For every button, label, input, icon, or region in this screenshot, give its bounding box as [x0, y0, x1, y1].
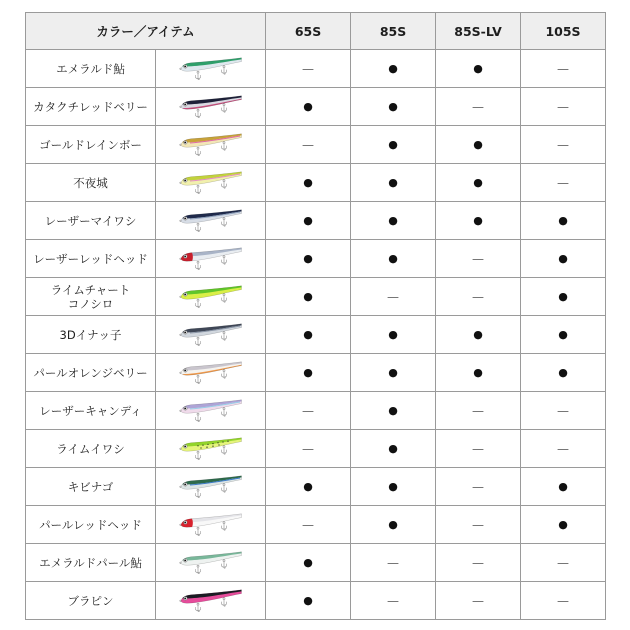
availability-85s-lv: — [436, 430, 521, 468]
availability-105s: — [521, 126, 606, 164]
color-name: レーザーマイワシ [26, 202, 156, 240]
header-size-65s: 65S [266, 13, 351, 50]
lure-image-cell [156, 430, 266, 468]
lure-image-cell [156, 468, 266, 506]
table-row [26, 354, 606, 392]
availability-85s: ● [351, 354, 436, 392]
lure-image-cell [156, 544, 266, 582]
color-name: エメラルドパール鮎 [26, 544, 156, 582]
lure-image [179, 284, 243, 310]
lure-image-cell [156, 202, 266, 240]
availability-65s: — [266, 506, 351, 544]
lure-image-cell [156, 392, 266, 430]
availability-85s: ● [351, 50, 436, 88]
availability-105s: — [521, 544, 606, 582]
availability-85s: ● [351, 430, 436, 468]
lure-image [179, 132, 243, 158]
availability-85s-lv: — [436, 88, 521, 126]
lure-image [179, 398, 243, 424]
availability-105s: ● [521, 240, 606, 278]
availability-65s: ● [266, 544, 351, 582]
color-name: キビナゴ [26, 468, 156, 506]
availability-85s: ● [351, 316, 436, 354]
availability-65s: — [266, 392, 351, 430]
availability-105s: — [521, 164, 606, 202]
lure-image-cell [156, 582, 266, 620]
table-row [26, 582, 606, 620]
color-name: レーザーレッドヘッド [26, 240, 156, 278]
availability-65s: ● [266, 88, 351, 126]
lure-image [179, 474, 243, 500]
availability-65s: — [266, 50, 351, 88]
availability-85s: — [351, 544, 436, 582]
availability-85s: ● [351, 392, 436, 430]
lure-image-cell [156, 316, 266, 354]
color-name: ブラピン [26, 582, 156, 620]
availability-65s: — [266, 430, 351, 468]
lure-image [179, 436, 243, 462]
availability-85s-lv: — [436, 240, 521, 278]
lure-image-cell [156, 164, 266, 202]
availability-85s: ● [351, 164, 436, 202]
availability-105s: ● [521, 354, 606, 392]
color-name: レーザーキャンディ [26, 392, 156, 430]
availability-85s-lv: ● [436, 202, 521, 240]
lure-image [179, 246, 243, 272]
table-row [26, 506, 606, 544]
availability-65s: ● [266, 278, 351, 316]
availability-105s: ● [521, 202, 606, 240]
lure-image-cell [156, 88, 266, 126]
lure-image-cell [156, 240, 266, 278]
color-name: ゴールドレインボー [26, 126, 156, 164]
color-name: カタクチレッドベリー [26, 88, 156, 126]
header-size-105s: 105S [521, 13, 606, 50]
availability-105s: — [521, 88, 606, 126]
availability-105s: ● [521, 316, 606, 354]
lure-image [179, 550, 243, 576]
lure-image-cell [156, 506, 266, 544]
availability-65s: — [266, 126, 351, 164]
availability-105s: — [521, 50, 606, 88]
lure-image-cell [156, 354, 266, 392]
table-row [26, 240, 606, 278]
availability-85s: ● [351, 202, 436, 240]
lure-image [179, 208, 243, 234]
lure-image [179, 56, 243, 82]
availability-85s-lv: — [436, 392, 521, 430]
availability-85s-lv: ● [436, 354, 521, 392]
availability-85s-lv: ● [436, 316, 521, 354]
availability-85s-lv: — [436, 468, 521, 506]
availability-105s: — [521, 430, 606, 468]
availability-85s: ● [351, 468, 436, 506]
availability-65s: ● [266, 468, 351, 506]
color-name: 3Dイナッ子 [26, 316, 156, 354]
availability-105s: — [521, 582, 606, 620]
table-row [26, 88, 606, 126]
availability-65s: ● [266, 316, 351, 354]
availability-85s: ● [351, 506, 436, 544]
color-lineup-table [25, 12, 606, 620]
availability-85s-lv: — [436, 544, 521, 582]
lure-image [179, 588, 243, 614]
lure-image [179, 512, 243, 538]
table-row [26, 278, 606, 316]
lure-image [179, 322, 243, 348]
color-name: パールオレンジベリー [26, 354, 156, 392]
availability-85s-lv: ● [436, 164, 521, 202]
availability-85s-lv: — [436, 278, 521, 316]
color-name: エメラルド鮎 [26, 50, 156, 88]
availability-105s: ● [521, 506, 606, 544]
availability-105s: — [521, 392, 606, 430]
color-name: ライムチャート コノシロ [26, 278, 156, 316]
color-name: 不夜城 [26, 164, 156, 202]
availability-85s: ● [351, 126, 436, 164]
availability-85s-lv: ● [436, 50, 521, 88]
availability-85s: — [351, 278, 436, 316]
availability-85s: ● [351, 240, 436, 278]
lure-image [179, 170, 243, 196]
availability-85s-lv: — [436, 582, 521, 620]
header-color-item: カラー／アイテム [26, 13, 266, 50]
availability-65s: ● [266, 164, 351, 202]
availability-65s: ● [266, 354, 351, 392]
availability-85s: — [351, 582, 436, 620]
table-row [26, 164, 606, 202]
header-size-85s: 85S [351, 13, 436, 50]
availability-85s: ● [351, 88, 436, 126]
table-row [26, 126, 606, 164]
table-row [26, 316, 606, 354]
header-row [26, 13, 606, 50]
color-name: パールレッドヘッド [26, 506, 156, 544]
availability-65s: ● [266, 202, 351, 240]
lure-image [179, 94, 243, 120]
table-row [26, 430, 606, 468]
lure-image-cell [156, 278, 266, 316]
table-row [26, 544, 606, 582]
availability-85s-lv: ● [436, 126, 521, 164]
table-row [26, 50, 606, 88]
lure-image-cell [156, 50, 266, 88]
color-name: ライムイワシ [26, 430, 156, 468]
availability-65s: ● [266, 240, 351, 278]
availability-65s: ● [266, 582, 351, 620]
availability-105s: ● [521, 278, 606, 316]
availability-105s: ● [521, 468, 606, 506]
table-row [26, 202, 606, 240]
lure-image-cell [156, 126, 266, 164]
header-size-85s-lv: 85S-LV [436, 13, 521, 50]
availability-85s-lv: — [436, 506, 521, 544]
lure-image [179, 360, 243, 386]
table-row [26, 468, 606, 506]
table-row [26, 392, 606, 430]
